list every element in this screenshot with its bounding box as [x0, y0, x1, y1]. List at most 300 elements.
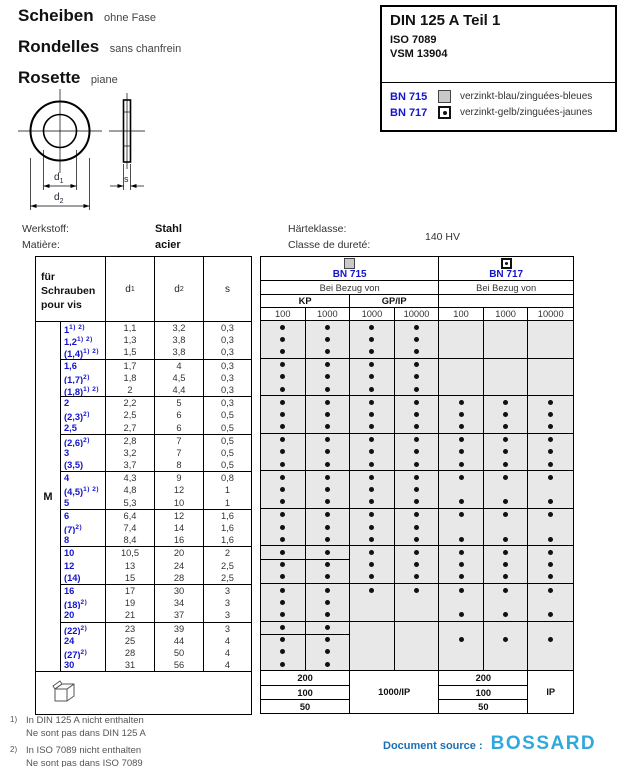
dot-slot	[484, 521, 528, 533]
availability-dot	[414, 362, 419, 367]
dot-slot	[484, 421, 528, 433]
dot-slot	[528, 584, 573, 596]
dot-slot	[261, 483, 305, 495]
availability-dot	[280, 612, 285, 617]
dot-slot	[484, 321, 528, 333]
availability-dot	[280, 499, 285, 504]
s-value-cell: 2,5	[221, 560, 234, 571]
dot-slot	[350, 658, 394, 670]
gpip-header: GP/IP	[350, 295, 439, 308]
availability-dot	[459, 499, 464, 504]
dot-slot	[528, 546, 573, 558]
dot-slot	[350, 509, 394, 521]
package-cell	[36, 671, 251, 714]
dot-slot	[261, 608, 305, 620]
d2-value-cell: 28	[155, 572, 204, 584]
dot-slot	[484, 483, 528, 495]
availability-dot	[280, 424, 285, 429]
bn715-header: BN 715	[261, 257, 439, 281]
dot-slot	[306, 608, 350, 620]
availability-cell	[395, 546, 440, 583]
table-row	[60, 334, 251, 346]
size-cell	[60, 447, 106, 459]
dot-slot	[439, 345, 483, 357]
dot-slot	[528, 408, 573, 420]
dot-slot	[350, 483, 394, 495]
material-value-fr: acier	[155, 239, 181, 251]
availability-dot	[280, 512, 285, 517]
dot-slot	[528, 596, 573, 608]
d1-value-cell: 3,7	[106, 459, 155, 471]
dot-slot	[528, 571, 573, 583]
d1-value-cell: 2,7	[106, 422, 155, 434]
availability-dot	[325, 400, 330, 405]
d2-value-cell: 4,5	[155, 372, 204, 384]
d2-value-cell: 12	[155, 484, 204, 496]
dot-slot	[350, 345, 394, 357]
table-row	[60, 572, 251, 584]
dot-slot	[528, 483, 573, 495]
availability-dot	[503, 550, 508, 555]
dot-slot	[261, 458, 305, 470]
dot-slot	[350, 359, 394, 371]
dot-slot	[484, 658, 528, 670]
dot-slot	[350, 608, 394, 620]
size-cell	[60, 635, 106, 647]
d1-value-cell: 21	[106, 609, 155, 621]
dot-slot	[350, 408, 394, 420]
title-it	[18, 68, 181, 88]
dot-slot	[261, 521, 305, 533]
footnote-1	[10, 714, 146, 740]
dot-slot	[261, 559, 305, 571]
dot-slot	[395, 521, 439, 533]
size-label: 2	[64, 398, 70, 409]
dot-slot	[528, 383, 573, 395]
availability-cell	[395, 584, 440, 621]
dot-slot	[306, 622, 350, 634]
table-row	[60, 484, 251, 496]
availability-table	[260, 256, 574, 714]
availability-table-body	[261, 321, 573, 670]
availability-dot	[369, 537, 374, 542]
availability-cell	[395, 396, 440, 433]
dot-slot	[395, 533, 439, 545]
qty-header: 1000	[350, 308, 395, 321]
availability-table-footer	[261, 670, 573, 713]
availability-dot	[548, 588, 553, 593]
availability-dot	[280, 325, 285, 330]
size-label: 24	[64, 635, 75, 646]
dot-slot	[395, 596, 439, 608]
d2-value-cell: 30	[155, 585, 204, 597]
dot-slot	[261, 408, 305, 420]
size-label: 12	[64, 560, 75, 571]
s-value-cell: 2,5	[221, 572, 234, 583]
dot-slot	[528, 359, 573, 371]
availability-dot	[548, 612, 553, 617]
d2-value-cell: 14	[155, 522, 204, 534]
availability-dot	[459, 537, 464, 542]
size-label: 16	[64, 585, 75, 596]
availability-dot	[369, 325, 374, 330]
s-value-cell: 0,3	[221, 384, 234, 395]
dot-slot	[306, 546, 350, 558]
availability-dot	[280, 362, 285, 367]
availability-dot	[280, 550, 285, 555]
availability-dot	[459, 462, 464, 467]
availability-dot	[459, 400, 464, 405]
col-header-s: s	[225, 283, 230, 295]
footer-kp-200: 200	[261, 671, 350, 685]
dot-slot	[306, 496, 350, 508]
dot-slot	[350, 421, 394, 433]
d2-value-cell: 6	[155, 409, 204, 421]
col-header-d2: d 2	[155, 257, 204, 321]
dot-slot	[439, 533, 483, 545]
availability-dot	[369, 550, 374, 555]
availability-dot	[369, 412, 374, 417]
dot-slot	[439, 458, 483, 470]
d2-value-cell: 6	[155, 422, 204, 434]
table-row	[60, 647, 251, 659]
dot-slot	[528, 434, 573, 446]
d2-value-cell: 3,8	[155, 346, 204, 358]
size-cell	[60, 435, 106, 447]
availability-cell	[528, 321, 573, 358]
title-it-main: Rosette	[18, 68, 81, 87]
size-cell	[60, 547, 106, 559]
dot-slot	[395, 408, 439, 420]
availability-dot	[280, 625, 285, 630]
dot-slot	[395, 345, 439, 357]
dot-slot	[484, 471, 528, 483]
dot-slot	[528, 396, 573, 408]
availability-dot	[280, 562, 285, 567]
availability-cell	[261, 509, 306, 546]
size-cell	[60, 360, 106, 372]
dot-slot	[439, 658, 483, 670]
s-value-cell: 0,3	[221, 360, 234, 371]
bei-bezug-left: Bei Bezug von	[261, 281, 439, 295]
dot-slot	[261, 396, 305, 408]
d2-value-cell: 7	[155, 435, 204, 447]
dot-group-row	[261, 508, 573, 546]
dot-slot	[350, 584, 394, 596]
availability-cell	[261, 359, 306, 396]
dot-slot	[528, 646, 573, 658]
size-cell	[60, 397, 106, 409]
dot-slot	[306, 521, 350, 533]
availability-dot	[414, 588, 419, 593]
availability-table-header	[261, 257, 573, 321]
bn717-desc: verzinkt-gelb/zinguées-jaunes	[460, 107, 593, 118]
availability-dot	[548, 475, 553, 480]
availability-cell	[261, 471, 306, 508]
dot-slot	[484, 434, 528, 446]
s-value-cell: 3	[224, 598, 231, 609]
availability-dot	[459, 449, 464, 454]
dot-group-row	[261, 583, 573, 621]
d1-value-cell: 25	[106, 635, 155, 647]
availability-dot	[280, 449, 285, 454]
dot-slot	[306, 634, 350, 646]
availability-cell	[484, 396, 529, 433]
availability-dot	[414, 499, 419, 504]
availability-dot	[548, 400, 553, 405]
dot-slot	[261, 345, 305, 357]
footer-kp-50: 50	[261, 699, 350, 713]
availability-cell	[261, 434, 306, 471]
dot-slot	[261, 546, 305, 558]
availability-dot	[325, 637, 330, 642]
footnote-1-de: In DIN 125 A nicht enthalten	[26, 715, 144, 726]
d2-value-cell: 4,4	[155, 384, 204, 396]
dot-slot	[306, 571, 350, 583]
availability-dot	[280, 374, 285, 379]
availability-dot	[414, 550, 419, 555]
d2-value-cell: 50	[155, 647, 204, 659]
title-fr-main: Rondelles	[18, 37, 100, 56]
dot-slot	[439, 559, 483, 571]
availability-cell	[306, 584, 351, 621]
size-cell	[60, 585, 106, 597]
availability-cell	[528, 434, 573, 471]
dot-slot	[306, 646, 350, 658]
table-row	[60, 372, 251, 384]
size-cell	[60, 647, 106, 659]
dot-slot	[306, 371, 350, 383]
d1-value-cell: 23	[106, 623, 155, 635]
size-cell	[60, 484, 106, 496]
availability-cell	[395, 509, 440, 546]
bn715-desc: verzinkt-blau/zinguées-bleues	[460, 91, 593, 102]
dot-slot	[439, 408, 483, 420]
availability-cell	[439, 584, 484, 621]
availability-dot	[369, 437, 374, 442]
dot-slot	[350, 546, 394, 558]
availability-dot	[369, 362, 374, 367]
dot-slot	[439, 383, 483, 395]
d2-value-cell: 3,8	[155, 334, 204, 346]
s-value-cell: 0,3	[221, 335, 234, 346]
availability-dot	[369, 400, 374, 405]
footnote-2-de: In ISO 7089 nicht enthalten	[26, 745, 142, 756]
dot-square-icon	[438, 106, 451, 119]
dot-slot	[261, 321, 305, 333]
dot-slot	[528, 559, 573, 571]
availability-dot	[325, 537, 330, 542]
availability-dot	[414, 437, 419, 442]
dot-slot	[528, 509, 573, 521]
availability-dot	[548, 437, 553, 442]
dot-slot	[528, 345, 573, 357]
dot-slot	[395, 483, 439, 495]
dot-group-row	[261, 395, 573, 433]
dot-slot	[484, 533, 528, 545]
d1-value-cell: 31	[106, 659, 155, 671]
d1-value-cell: 5,3	[106, 497, 155, 509]
availability-dot	[503, 475, 508, 480]
availability-dot	[280, 400, 285, 405]
s-value-cell: 3	[224, 610, 231, 621]
dot-slot	[484, 396, 528, 408]
footnote-marker: 1) 2)	[69, 324, 86, 331]
size-label: 5	[64, 497, 70, 508]
footnote-marker: 2)	[80, 624, 88, 632]
table-row	[60, 659, 251, 671]
availability-dot	[280, 337, 285, 342]
size-label: (1,8)	[64, 386, 84, 397]
washer-drawing	[12, 86, 162, 214]
dot-slot	[484, 458, 528, 470]
availability-dot	[325, 475, 330, 480]
availability-dot	[459, 475, 464, 480]
dot-group-row	[261, 358, 573, 396]
s-value-cell: 0,5	[221, 410, 234, 421]
availability-cell	[439, 434, 484, 471]
availability-dot	[369, 449, 374, 454]
availability-dot	[414, 424, 419, 429]
availability-dot	[459, 512, 464, 517]
dot-slot	[484, 546, 528, 558]
d1-value-cell: 4,8	[106, 484, 155, 496]
availability-dot	[414, 374, 419, 379]
table-row	[60, 396, 251, 409]
dot-slot	[395, 359, 439, 371]
table-row	[60, 560, 251, 572]
dot-slot	[261, 421, 305, 433]
dot-slot	[528, 421, 573, 433]
availability-dot	[369, 512, 374, 517]
dimensions-table	[35, 256, 252, 715]
availability-dot	[414, 512, 419, 517]
availability-dot	[280, 462, 285, 467]
dot-slot	[484, 446, 528, 458]
table-row	[60, 597, 251, 609]
dot-slot	[439, 471, 483, 483]
footer-gpip: 1000/IP	[350, 671, 439, 713]
table-row	[60, 459, 251, 471]
dot-slot	[350, 634, 394, 646]
bn717-label: BN 717	[390, 106, 428, 119]
availability-dot	[325, 649, 330, 654]
dot-slot	[350, 321, 394, 333]
dot-group-row	[261, 545, 573, 583]
availability-dot	[414, 562, 419, 567]
table-row	[60, 635, 251, 647]
table-row	[60, 497, 251, 509]
standard-iso: ISO 7089	[390, 34, 437, 46]
dot-slot	[528, 533, 573, 545]
size-cell	[60, 346, 106, 358]
availability-dot	[369, 475, 374, 480]
availability-dot	[325, 462, 330, 467]
availability-cell	[350, 396, 395, 433]
dot-slot	[439, 521, 483, 533]
availability-dot	[369, 462, 374, 467]
availability-cell	[350, 359, 395, 396]
dot-slot	[439, 396, 483, 408]
s-value-cell: 4	[224, 635, 231, 646]
dot-slot	[350, 596, 394, 608]
availability-cell	[484, 509, 529, 546]
d2-value-cell: 10	[155, 497, 204, 509]
table-row	[60, 346, 251, 358]
s-value-cell: 3	[224, 623, 231, 634]
dot-slot	[528, 471, 573, 483]
footnote-marker: 1) 2)	[83, 385, 99, 393]
d2-value-cell: 5	[155, 397, 204, 409]
coating-legend	[382, 83, 615, 130]
s-value-cell: 1	[224, 485, 231, 496]
dot-slot	[261, 371, 305, 383]
table-row	[60, 522, 251, 534]
m-label: M	[36, 322, 61, 671]
size-cell	[60, 534, 106, 546]
coating-bn717	[390, 106, 607, 119]
availability-dot	[414, 449, 419, 454]
size-cell	[60, 572, 106, 584]
d2-value-cell: 24	[155, 560, 204, 572]
availability-dot	[459, 612, 464, 617]
dot-slot	[484, 596, 528, 608]
availability-cell	[484, 471, 529, 508]
dot-slot	[395, 458, 439, 470]
availability-dot	[369, 499, 374, 504]
dot-slot	[484, 646, 528, 658]
dot-slot	[350, 571, 394, 583]
dot-slot	[528, 446, 573, 458]
availability-dot	[548, 412, 553, 417]
dot-slot	[261, 658, 305, 670]
availability-dot	[503, 512, 508, 517]
dot-slot	[261, 646, 305, 658]
table-row	[60, 422, 251, 434]
size-cell	[60, 472, 106, 484]
material-value-de: Stahl	[155, 223, 182, 235]
availability-dot	[369, 588, 374, 593]
dot-slot	[350, 521, 394, 533]
d1-value-cell: 13	[106, 560, 155, 572]
dot-slot	[350, 646, 394, 658]
size-label: 8	[64, 535, 70, 546]
material-label-de: Werkstoff:	[22, 223, 69, 235]
dot-slot	[350, 458, 394, 470]
table-row	[60, 322, 251, 334]
dot-slot	[395, 321, 439, 333]
dimensions-table-body	[36, 322, 251, 671]
table-row	[60, 509, 251, 522]
dot-slot	[439, 584, 483, 596]
table-row	[60, 447, 251, 459]
dot-slot	[306, 396, 350, 408]
availability-dot	[280, 437, 285, 442]
dot-slot	[306, 596, 350, 608]
dot-slot	[350, 333, 394, 345]
bossard-logo: BOSSARD	[490, 733, 597, 754]
dot-slot	[528, 333, 573, 345]
availability-cell	[261, 546, 306, 583]
title-de-main: Scheiben	[18, 6, 94, 25]
availability-cell	[350, 584, 395, 621]
dot-slot	[439, 596, 483, 608]
s-value-cell: 0,8	[221, 473, 234, 484]
dot-slot	[484, 408, 528, 420]
table-row	[60, 434, 251, 447]
table-row	[60, 359, 251, 372]
dot-slot	[350, 471, 394, 483]
